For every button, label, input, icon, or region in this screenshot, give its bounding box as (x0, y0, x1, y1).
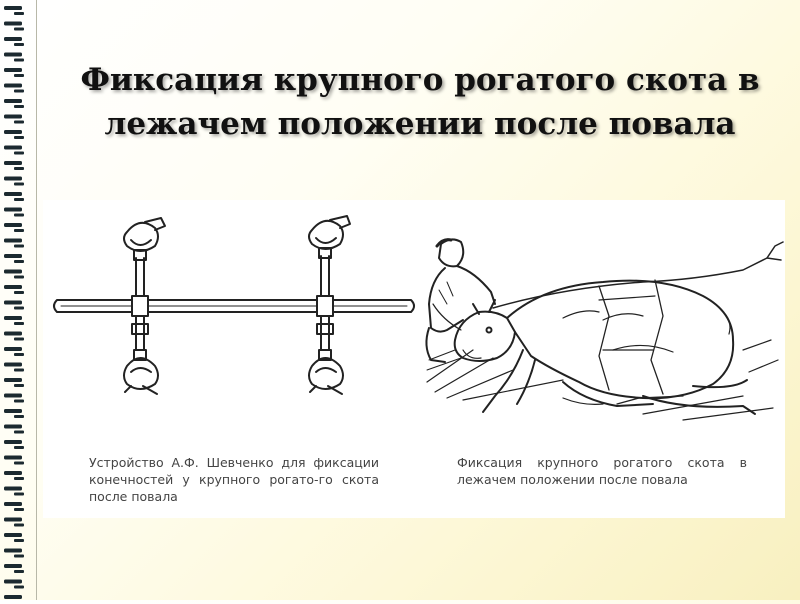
notebook-spiral-binding (0, 0, 40, 600)
spiral-ring (4, 301, 24, 310)
spiral-ring (4, 425, 24, 434)
spiral-ring (4, 6, 24, 15)
spiral-ring (4, 471, 24, 480)
spiral-ring (4, 192, 24, 201)
spiral-ring (4, 378, 24, 387)
spiral-ring (4, 456, 24, 465)
spiral-ring (4, 409, 24, 418)
slide-title-line-1: Фиксация крупного рогатого скота в (80, 62, 760, 98)
spiral-ring (4, 363, 24, 372)
device-caption: Устройство А.Ф. Шевченко для фиксации конечностей у крупного рогато-го скота после повала (89, 455, 379, 504)
spiral-ring (4, 130, 24, 139)
spiral-ring (4, 37, 24, 46)
spiral-rings (0, 0, 40, 600)
spiral-ring (4, 161, 24, 170)
margin-line (36, 0, 37, 600)
spiral-ring (4, 564, 24, 573)
spiral-ring (4, 254, 24, 263)
spiral-ring (4, 99, 24, 108)
spiral-ring (4, 533, 24, 542)
slide-title-line-2: лежачем положении после повала (104, 106, 736, 142)
cow-restraint-drawing (426, 239, 783, 420)
spiral-ring (4, 440, 24, 449)
spiral-ring (4, 549, 24, 558)
slide-title (40, 58, 800, 146)
spiral-ring (4, 22, 24, 31)
spiral-ring (4, 487, 24, 496)
spiral-ring (4, 394, 24, 403)
spiral-ring (4, 68, 24, 77)
spiral-ring (4, 208, 24, 217)
spiral-ring (4, 316, 24, 325)
spiral-ring (4, 146, 24, 155)
spiral-ring (4, 239, 24, 248)
spiral-ring (4, 53, 24, 62)
spiral-ring (4, 347, 24, 356)
spiral-ring (4, 177, 24, 186)
spiral-ring (4, 332, 24, 341)
spiral-ring (4, 223, 24, 232)
spiral-ring (4, 270, 24, 279)
spiral-ring (4, 518, 24, 527)
spiral-ring (4, 580, 24, 589)
illustration-panel (43, 200, 785, 518)
restraint-caption: Фиксация крупного рогатого скота в лежачем положении после повала (457, 455, 747, 487)
spiral-ring (4, 595, 24, 600)
spiral-ring (4, 285, 24, 294)
spiral-ring (4, 115, 24, 124)
spiral-ring (4, 502, 24, 511)
fixation-device-drawing (54, 216, 414, 394)
spiral-ring (4, 84, 24, 93)
